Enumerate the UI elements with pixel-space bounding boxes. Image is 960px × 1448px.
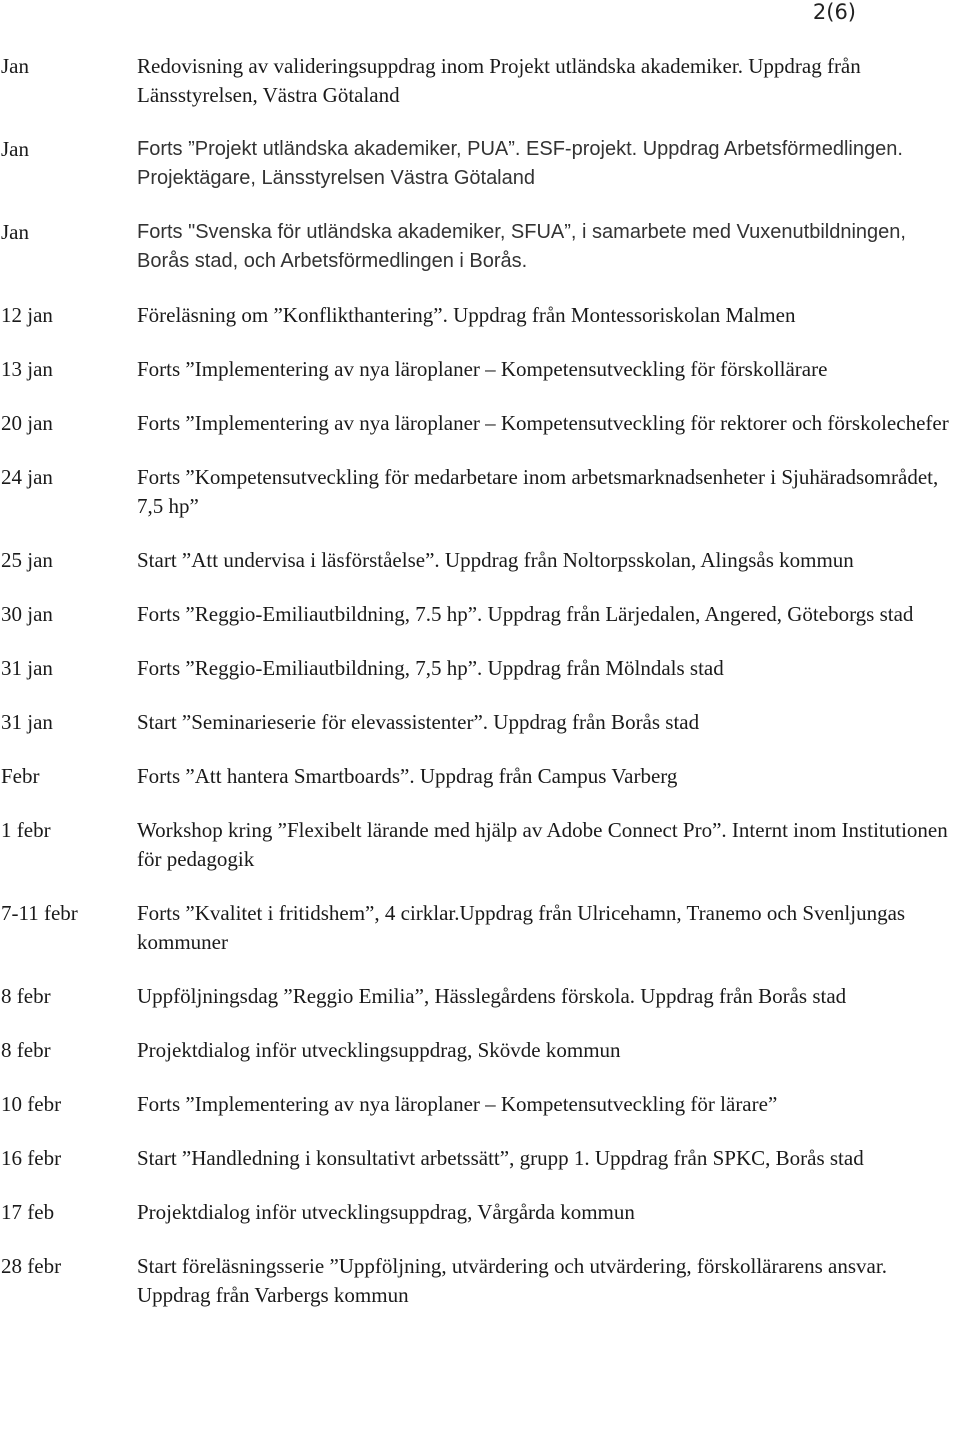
entry-description: Forts ”Att hantera Smartboards”. Uppdrag från Campus Varberg [137,764,678,788]
entry-date: 17 feb [1,1200,55,1224]
entry-description: Projektdialog inför utvecklingsuppdrag, Vårgårda kommun [137,1200,635,1224]
list-item [0,355,960,384]
list-item [0,218,960,276]
entry-date: 10 febr [1,1092,62,1116]
list-item [0,1252,960,1310]
entry-date: 7-11 febr [1,901,78,925]
entry-description: Forts ”Reggio-Emiliautbildning, 7,5 hp”. Uppdrag från Mölndals stad [137,656,724,680]
entry-date: 16 febr [1,1146,62,1170]
entry-description: Forts ”Kompetensutveckling för medarbetare inom arbetsmarknadsenheter i Sjuhäradsområdet, 7,5 hp” [137,465,939,518]
entry-description: Forts "Svenska för utländska akademiker, SFUA”, i samarbete med Vuxenutbildningen, Borås stad, och Arbetsförmedlingen i Borås. [137,221,906,272]
list-item [0,762,960,791]
list-item [0,409,960,438]
entry-description: Forts ”Kvalitet i fritidshem”, 4 cirklar.Uppdrag från Ulricehamn, Tranemo och Svenljungas kommuner [137,901,906,954]
entry-description: Start ”Att undervisa i läsförståelse”. Uppdrag från Noltorpsskolan, Alingsås kommun [137,548,854,572]
entry-description: Redovisning av valideringsuppdrag inom Projekt utländska akademiker. Uppdrag från Länsstyrelsen, Västra Götaland [137,54,861,107]
entry-description: Uppföljningsdag ”Reggio Emilia”, Hässlegårdens förskola. Uppdrag från Borås stad [137,984,847,1008]
list-item [0,1090,960,1119]
entry-date: 31 jan [1,656,53,680]
page-number: 2(6) [812,0,856,24]
entry-description: Workshop kring ”Flexibelt lärande med hjälp av Adobe Connect Pro”. Internt inom Institutionen för pedagogik [137,818,948,871]
list-item [0,135,960,193]
entry-date: 8 febr [1,984,51,1008]
entry-description: Forts ”Implementering av nya läroplaner – Kompetensutveckling för lärare” [137,1092,778,1116]
list-item [0,52,960,110]
entry-date: 24 jan [1,465,53,489]
list-item [0,982,960,1011]
list-item [0,1144,960,1173]
list-item [0,899,960,957]
list-item [0,708,960,737]
entry-date: 31 jan [1,710,53,734]
entry-date: 25 jan [1,548,53,572]
list-item [0,1036,960,1065]
entry-date: 12 jan [1,303,53,327]
entry-description: Start ”Seminarieserie för elevassistenter”. Uppdrag från Borås stad [137,710,700,734]
entry-description: Forts ”Reggio-Emiliautbildning, 7.5 hp”. Uppdrag från Lärjedalen, Angered, Göteborgs stad [137,602,914,626]
entry-date: 30 jan [1,602,53,626]
entry-date: Febr [1,764,40,788]
entry-description: Forts ”Implementering av nya läroplaner – Kompetensutveckling för rektorer och förskolechefer [137,411,949,435]
list-item [0,600,960,629]
list-item [0,654,960,683]
entry-date: 1 febr [1,818,51,842]
entry-date: 20 jan [1,411,53,435]
entry-description: Start ”Handledning i konsultativt arbetssätt”, grupp 1. Uppdrag från SPKC, Borås stad [137,1146,864,1170]
list-item [0,463,960,521]
entry-description: Forts ”Projekt utländska akademiker, PUA”. ESF-projekt. Uppdrag Arbetsförmedlingen. Projektägare, Länsstyrelsen Västra Götaland [137,138,903,189]
entry-description: Start föreläsningsserie ”Uppföljning, utvärdering och utvärdering, förskollärarens ansvar. Uppdrag från Varbergs kommun [137,1254,887,1307]
entry-date: Jan [1,137,29,161]
entry-date: 8 febr [1,1038,51,1062]
entry-date: 28 febr [1,1254,62,1278]
entry-date: Jan [1,220,29,244]
entry-date: Jan [1,54,29,78]
entry-description: Forts ”Implementering av nya läroplaner – Kompetensutveckling för förskollärare [137,357,828,381]
list-item [0,816,960,874]
list-item [0,301,960,330]
entry-description: Projektdialog inför utvecklingsuppdrag, Skövde kommun [137,1038,621,1062]
entry-date: 13 jan [1,357,53,381]
list-item [0,1198,960,1227]
entry-description: Föreläsning om ”Konflikthantering”. Uppdrag från Montessoriskolan Malmen [137,303,796,327]
list-item [0,546,960,575]
activity-list [0,52,960,1335]
